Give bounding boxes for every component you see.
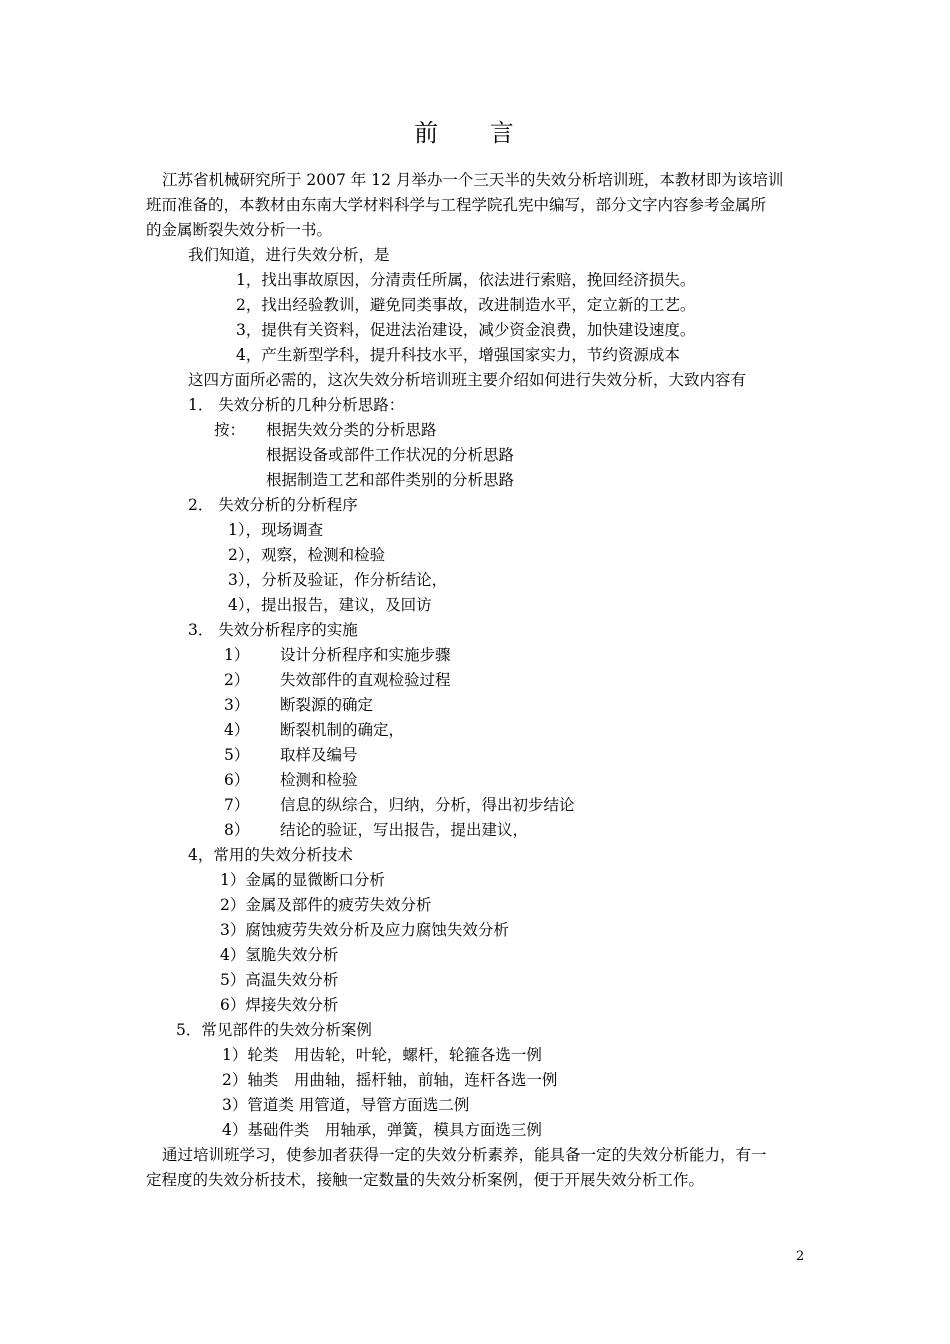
section3-heading: 3． 失效分析程序的实施 — [188, 621, 358, 639]
conclusion-line-2: 定程度的失效分析技术，接触一定数量的失效分析案例，便于开展失效分析工作。 — [146, 1171, 705, 1189]
section3-item-text: 信息的纵综合，归纳，分析，得出初步结论 — [280, 796, 575, 814]
section1-heading: 1． 失效分析的几种分析思路： — [188, 396, 405, 414]
section3-item-text: 取样及编号 — [280, 746, 358, 764]
section3-item-number: 7） — [224, 796, 250, 814]
section1-item: 根据制造工艺和部件类别的分析思路 — [266, 471, 515, 489]
section3-item — [224, 718, 404, 742]
page-number: 2 — [796, 1249, 805, 1264]
section3-item — [224, 668, 451, 692]
section5-item: 3）管道类 用管道，导管方面选二例 — [222, 1096, 470, 1114]
section3-item-number: 8） — [224, 821, 250, 839]
section4-item: 6）焊接失效分析 — [220, 996, 339, 1014]
section3-item — [224, 793, 575, 817]
section3-item-number: 4） — [224, 721, 250, 739]
section3-item-number: 6） — [224, 771, 250, 789]
section5-item: 4）基础件类 用轴承，弹簧，模具方面选三例 — [222, 1121, 542, 1139]
section1-prefix: 按： — [214, 421, 246, 439]
section4-item: 2）金属及部件的疲劳失效分析 — [220, 896, 432, 914]
content-lead: 这四方面所必需的，这次失效分析培训班主要介绍如何进行失效分析，大致内容有 — [188, 371, 747, 389]
section2-item: 3），分析及验证，作分析结论， — [228, 571, 448, 589]
section4-item: 5）高温失效分析 — [220, 971, 339, 989]
section3-item-text: 断裂源的确定 — [280, 696, 374, 714]
intro-line-2: 班而准备的，本教材由东南大学材料科学与工程学院孔宪中编写，部分文字内容参考金属所 — [146, 196, 767, 214]
section2-heading: 2． 失效分析的分析程序 — [188, 496, 358, 514]
section5-item: 1）轮类 用齿轮，叶轮，螺杆，轮箍各选一例 — [222, 1046, 542, 1064]
section3-item-text: 检测和检验 — [280, 771, 358, 789]
section3-item — [224, 643, 451, 667]
section1-item: 根据失效分类的分析思路 — [266, 421, 437, 439]
section3-item-number: 2） — [224, 671, 250, 689]
section1-item: 根据设备或部件工作状况的分析思路 — [266, 446, 515, 464]
section3-item-text: 失效部件的直观检验过程 — [280, 671, 451, 689]
page-title: 前 言 — [414, 119, 536, 147]
intro-line-1: 江苏省机械研究所于 2007 年 12 月举办一个三天半的失效分析培训班，本教材即为该培训 — [162, 171, 784, 189]
intro-line-3: 的金属断裂失效分析一书。 — [146, 221, 333, 239]
purpose-item: 1，找出事故原因，分清责任所属，依法进行索赔，挽回经济损失。 — [236, 271, 696, 289]
section3-item-text: 设计分析程序和实施步骤 — [280, 646, 451, 664]
purpose-item: 2，找出经验教训，避免同类事故，改进制造水平，定立新的工艺。 — [236, 296, 696, 314]
section3-item-number: 1） — [224, 646, 250, 664]
conclusion-line-1: 通过培训班学习，使参加者获得一定的失效分析素养，能具备一定的失效分析能力，有一 — [162, 1146, 767, 1164]
section4-item: 3）腐蚀疲劳失效分析及应力腐蚀失效分析 — [220, 921, 509, 939]
section3-item-number: 5） — [224, 746, 250, 764]
section3-item-text: 结论的验证，写出报告，提出建议， — [280, 821, 529, 839]
section3-item — [224, 743, 358, 767]
section2-item: 1），现场调查 — [228, 521, 324, 539]
section4-item: 1）金属的显微断口分析 — [220, 871, 385, 889]
section3-item — [224, 768, 358, 792]
section3-item — [224, 818, 528, 842]
purpose-lead: 我们知道，进行失效分析，是 — [188, 246, 390, 264]
purpose-item: 3，提供有关资料，促进法治建设，减少资金浪费，加快建设速度。 — [236, 321, 696, 339]
section5-heading: 5．常见部件的失效分析案例 — [176, 1021, 372, 1039]
section3-item-number: 3） — [224, 696, 250, 714]
purpose-item: 4，产生新型学科，提升科技水平，增强国家实力，节约资源成本 — [236, 346, 680, 364]
section5-item: 2）轴类 用曲轴，摇杆轴，前轴，连杆各选一例 — [222, 1071, 558, 1089]
section2-item: 2），观察，检测和检验 — [228, 546, 386, 564]
section3-item — [224, 693, 373, 717]
section3-item-text: 断裂机制的确定， — [280, 721, 405, 739]
section2-item: 4），提出报告，建议，及回访 — [228, 596, 432, 614]
section4-item: 4）氢脆失效分析 — [220, 946, 339, 964]
section4-heading: 4，常用的失效分析技术 — [188, 846, 353, 864]
